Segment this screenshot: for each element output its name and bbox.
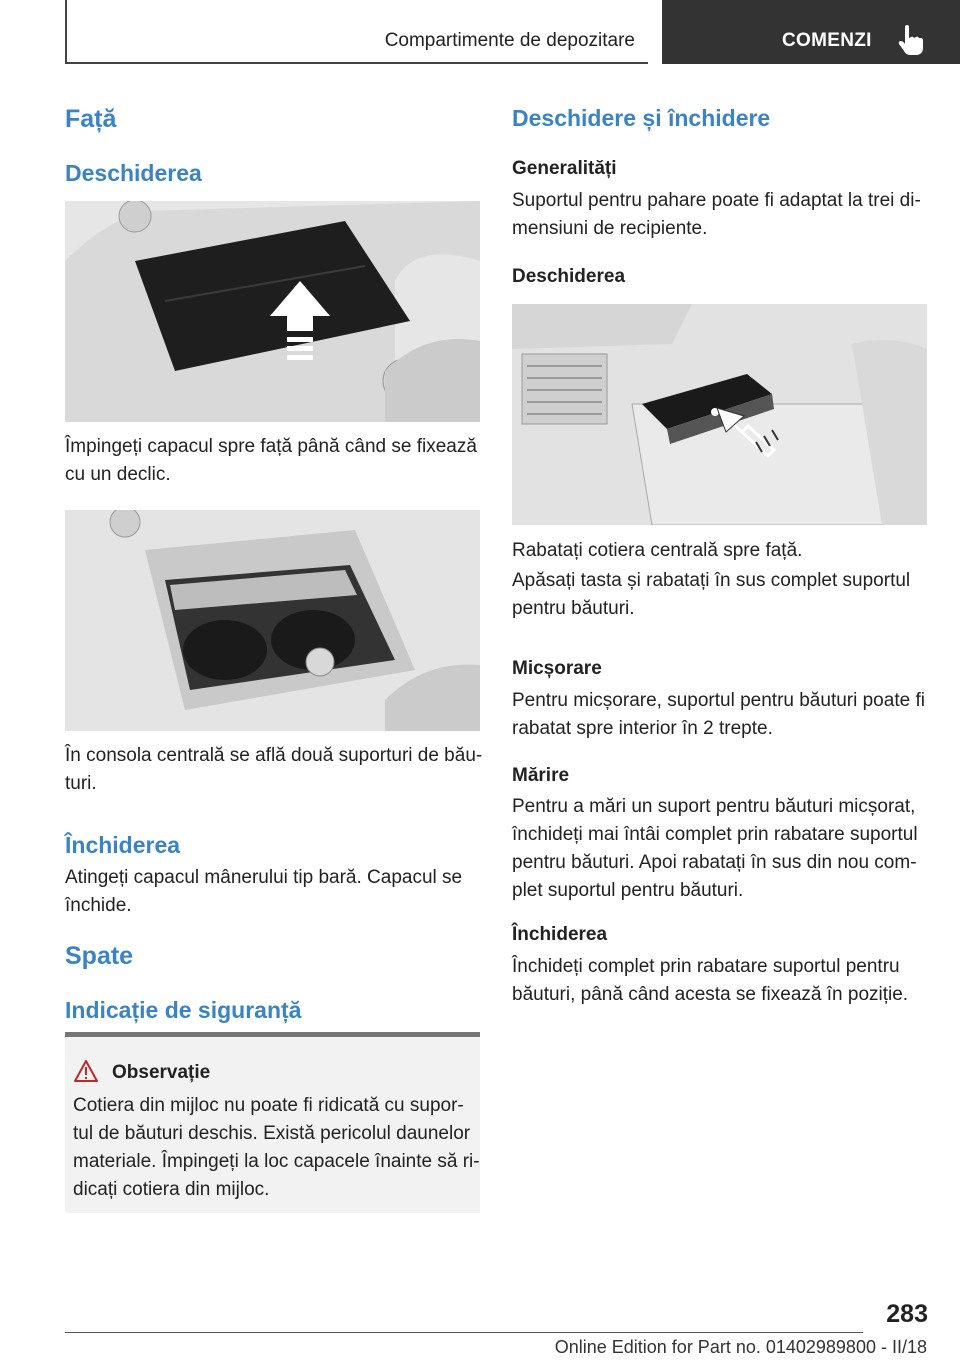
cup-holders-image bbox=[65, 510, 480, 731]
text-inchiderea-right-line1: Închideți complet prin rabatare suportul pentru bbox=[512, 956, 900, 977]
caption-two-cupholders-line2: turi. bbox=[65, 773, 97, 794]
warning-text-line4: dicați cotiera din mijloc. bbox=[73, 1179, 270, 1200]
header-chapter-tab[interactable] bbox=[662, 0, 960, 64]
text-micsorare bbox=[512, 687, 925, 743]
heading-inchiderea-left: Închiderea bbox=[65, 832, 181, 858]
caption-push-cover-line1: Împingeți capacul spre față până când se fixează bbox=[65, 436, 477, 457]
heading-generalitati: Generalități bbox=[512, 158, 617, 179]
warning-title: Observație bbox=[112, 1062, 211, 1083]
text-inchiderea-right-line2: băuturi, până când acesta se fixează în poziție. bbox=[512, 984, 909, 1005]
text-marire-line3: pentru băuturi. Apoi rabatați în sus din nou com- bbox=[512, 852, 917, 873]
caption-two-cupholders bbox=[65, 742, 482, 798]
text-marire bbox=[512, 793, 918, 905]
text-apasati-tasta-line1: Apăsați tasta și rabatați în sus complet suportul bbox=[512, 570, 911, 591]
caption-two-cupholders-line1: În consola centrală se află două suporturi de bău- bbox=[65, 745, 483, 766]
header-chapter-label: COMENZI bbox=[782, 30, 872, 51]
console-cover-image bbox=[65, 201, 480, 422]
rear-armrest-image bbox=[512, 304, 927, 525]
text-inchiderea-right bbox=[512, 953, 908, 1009]
heading-indicatie-siguranta: Indicație de siguranță bbox=[65, 997, 302, 1023]
warning-text-line2: tul de băuturi deschis. Există pericolul daunelor bbox=[73, 1123, 471, 1144]
text-generalitati bbox=[512, 187, 921, 243]
heading-spate: Spate bbox=[65, 942, 134, 970]
text-micsorare-line1: Pentru micșorare, suportul pentru băuturi poate fi bbox=[512, 690, 925, 711]
text-inchiderea-left-line2: închide. bbox=[65, 895, 132, 916]
footer-edition: Online Edition for Part no. 01402989800 - II/18 bbox=[554, 1337, 927, 1357]
text-marire-line1: Pentru a mări un suport pentru băuturi micșorat, bbox=[512, 796, 916, 817]
page-number: 283 bbox=[886, 1300, 928, 1328]
caption-push-cover-line2: cu un declic. bbox=[65, 464, 171, 485]
text-marire-line4: plet suportul pentru băuturi. bbox=[512, 880, 744, 901]
heading-deschiderea-left: Deschiderea bbox=[65, 160, 202, 186]
footer-rule bbox=[65, 1332, 863, 1333]
heading-deschidere-inchidere: Deschidere și închidere bbox=[512, 105, 771, 131]
warning-triangle-icon bbox=[74, 1060, 98, 1082]
heading-marire: Mărire bbox=[512, 765, 570, 786]
caption-push-cover bbox=[65, 433, 477, 489]
text-apasati-tasta bbox=[512, 567, 910, 623]
pointing-hand-icon bbox=[897, 24, 925, 56]
heading-micsorare: Micșorare bbox=[512, 658, 602, 679]
warning-text-line3: materiale. Împingeți la loc capacele înainte să ri- bbox=[73, 1151, 480, 1172]
heading-fata: Față bbox=[65, 105, 117, 133]
text-marire-line2: închideți mai întâi complet prin rabatare suportul bbox=[512, 824, 918, 845]
warning-text-line1: Cotiera din mijloc nu poate fi ridicată cu supor- bbox=[73, 1095, 464, 1116]
text-inchiderea-left-line1: Atingeți capacul mânerului tip bară. Capacul se bbox=[65, 867, 463, 888]
warning-text bbox=[73, 1092, 480, 1204]
heading-deschiderea-right: Deschiderea bbox=[512, 266, 626, 287]
heading-inchiderea-right: Închiderea bbox=[512, 924, 608, 945]
text-micsorare-line2: rabatat spre interior în 2 trepte. bbox=[512, 718, 773, 739]
text-rabatati-cotiera: Rabatați cotiera centrală spre față. bbox=[512, 540, 803, 561]
text-generalitati-line1: Suportul pentru pahare poate fi adaptat la trei di- bbox=[512, 190, 921, 211]
header-section-title: Compartimente de depozitare bbox=[384, 30, 635, 51]
header-rule bbox=[65, 62, 648, 64]
text-apasati-tasta-line2: pentru băuturi. bbox=[512, 598, 635, 619]
text-inchiderea-left bbox=[65, 864, 462, 920]
text-generalitati-line2: mensiuni de recipiente. bbox=[512, 218, 708, 239]
